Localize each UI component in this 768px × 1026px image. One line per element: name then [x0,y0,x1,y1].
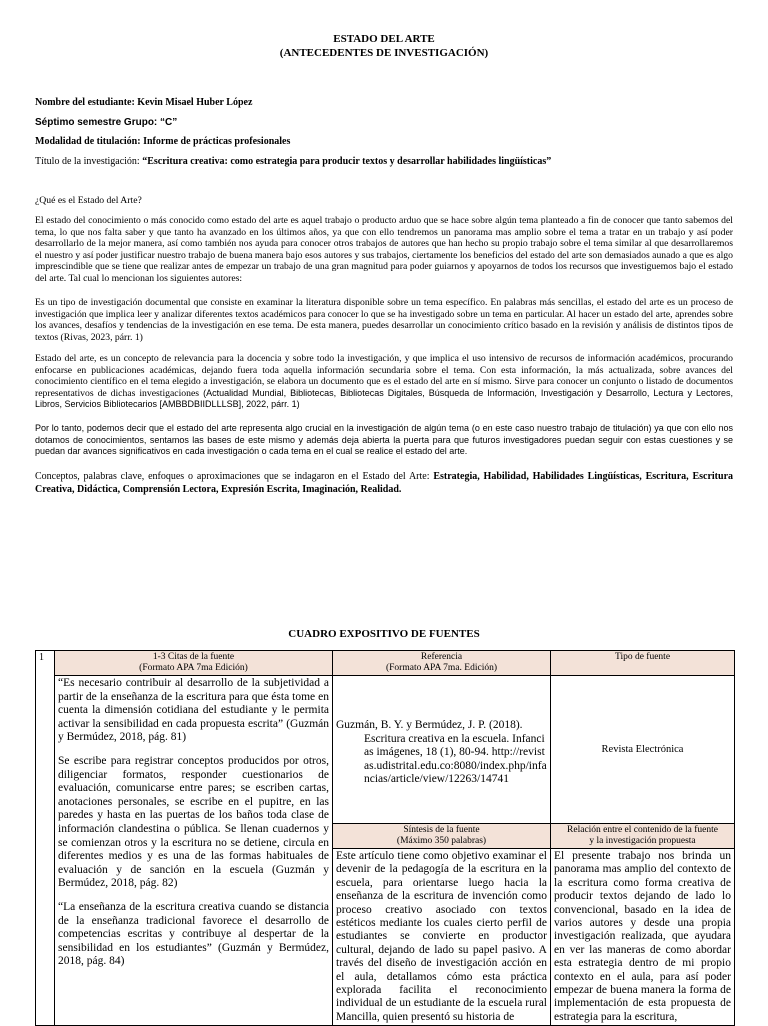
header-tipo: Tipo de fuente [551,651,735,676]
header-referencia-format: (Formato APA 7ma. Edición) [385,663,497,673]
header-citas-format: (Formato APA 7ma Edición) [139,663,248,673]
cuadro-title: CUADRO EXPOSITIVO DE FUENTES [288,628,480,640]
header-relacion-subtitle: y la investigación propuesta [589,836,696,846]
concepts-paragraph [35,470,733,496]
paragraph-rivas-quote: Es un tipo de investigación documental que consiste en examinar la literatura disponible sobre un tema específico. En palabras más sencillas, el estado del arte es un proceso de investigación que implica leer y analizar diferentes textos académicos para conocer lo que se ha investigado sobre un tema en particular. Al hacer un estado del arte, aprendes sobre los avances, desafíos y tendencias de la investigación en ese tema. De esta manera, puedes desarrollar un conocimiento crítico basado en la revisión y análisis de distintos tipos de textos (Rivas, 2023, párr. 1) [35,297,733,343]
paragraph-conclusion: Por lo tanto, podemos decir que el estado del arte representa algo crucial en la investigación de algún tema (o en este caso nuestro trabajo de titulación) ya que con ello nos dotamos de conocimientos, sentamos las bases de este mismo y además deja abierta la puerta para que futuros investigadores puedan seguir con estas cuestiones y se puedan dar avances significativos en cada investigación o cada tema en el cual se realice el estado del arte. [35,423,733,457]
paragraph-ambbdb-text: Estado del arte, es un concepto de relevancia para la docencia y sobre todo la investigación, y que implica el uso intensivo de recursos de información académicos, procurando enfocarse en publicaciones académicas, dejando fuera toda aquella información secundaria sobre el tema. Con esta información, la más actualizada, sobre avances del conocimiento científico en el tema elegido a investigación, se elabora un documento que es el estado del arte en sí mismo. Sirve para conocer un conjunto o listado de documentos representativos de dichas investigaciones [35,353,733,399]
concepts-value: Estrategia, Habilidad, Habilidades Lingüísticas, Escritura, Escritura Creativa, Didáctica, Comprensión Lectora, Expresión Escrita, Imaginación, Realidad. [35,471,734,495]
header-citas [55,651,333,676]
section-question: ¿Qué es el Estado del Arte? [35,195,142,206]
header-sintesis-title: Síntesis de la fuente [403,825,480,835]
paragraph-ambbdb-citation: (Actualidad Mundial, Bibliotecas, Bibliotecas Digitales, Búsqueda de Información, Investigación y Desarrollo, Lectura y Lectores, Libros, Servicios Bibliotecarios [AMBBDBIIDLLLSB], 2022, párr. 1) [35,387,733,410]
header-citas-title: 1-3 Citas de la fuente [152,652,235,662]
citations-cell [55,676,333,1026]
header-sintesis [333,824,551,849]
reference-authors: Guzmán, B. Y. y Bermúdez, J. P. (2018). [336,719,523,732]
citation-2: Se escribe para registrar conceptos producidos por otros, diligenciar formatos, responder cuestionarios de evaluación, comunicarse entre pares; se escriben cartas, anotaciones personales, se escribe en el pupitre, en las paredes y hasta en las puertas de los baños toda clase de información clandestina o pública. Se llenan cuadernos y se comienzan otros y la escritura no se detiene, circula en diferentes medios y es una de las formas habituales de evaluación y de sanción en la escuela (Guzmán y Bermúdez, 2018, pág. 82) [58,754,329,890]
header-sintesis-limit: (Máximo 350 palabras) [396,836,487,846]
table-header-row [36,651,735,676]
paragraph-ambbdb-quote [35,353,733,411]
research-title-label: Título de la investigación: [35,156,140,167]
header-relacion [551,824,735,849]
semester-text: Séptimo semestre Grupo: “C” [35,117,178,128]
reference-details: Escritura creativa en la escuela. Infancias imágenes, 18 (1), 80-94. http://revistas.udistrital.edu.co:8080/index.php/infancias/article/view/12263/14741 [364,732,547,786]
research-title [35,155,735,168]
document-title: ESTADO DEL ARTE [333,33,435,45]
relation-cell: El presente trabajo nos brinda un panorama mas amplio del contexto de la escritura como forma creativa de producir textos dejando de lado lo convencional, basado en la idea de varios autores y desde una propia investigación realizada, que ayudara en ver las maneras de como abordar esta estrategia dentro de mi propio contexto en el aula, para así poder empezar de buena manera la forma de implementación de esta propuesta de estrategia para la escritura, [551,849,735,1026]
citation-1: “Es necesario contribuir al desarrollo de la subjetividad a partir de la enseñanza de la escritura para que ésta tome en cuenta la dimensión cotidiana del estudiante y le permita activar la sensibilidad en cada propuesta escrita” (Guzmán y Bermúdez, 2018, pág. 81) [58,677,329,744]
source-type-cell: Revista Electrónica [551,676,735,824]
synthesis-cell: Este artículo tiene como objetivo examinar el devenir de la pedagogía de la escritura en la escuela, para orientarse luego hacia la enseñanza de la escritura de invención como proceso creativo asociado con textos estéticos mediante los cuales cierto perfil de estudiantes se convierte en productor cultural, dejando de lado su papel pasivo. A través del diseño de investigación acción en el aula, detallamos cómo esta práctica explorada facilita el reconocimiento individual de un estudiante de la escuela rural Mancilla, quien presentó su historia de [333,849,551,1026]
titulation-modality: Modalidad de titulación: Informe de prácticas profesionales [35,136,291,147]
citation-3: “La enseñanza de la escritura creativa cuando se distancia de la enseñanza tradicional favorece el desarrollo de competencias escritas y contribuye al despertar de la sensibilidad en los estudiantes” (Guzmán y Bermúdez, 2018, pág. 84) [58,900,329,968]
header-referencia-title: Referencia [420,652,463,662]
sources-table [35,650,735,1026]
reference-cell [333,676,551,824]
row-number: 1 [36,651,55,1026]
research-title-value: “Escritura creativa: como estrategia para producir textos y desarrollar habilidades lingüísticas” [142,156,552,167]
semester-group [35,116,177,129]
concepts-label: Conceptos, palabras clave, enfoques o aproximaciones que se indagaron en el Estado del Arte: [35,471,430,482]
paragraph-definition: El estado del conocimiento o más conocido como estado del arte es aquel trabajo o producto arduo que se hace sobre algún tema planteado a fin de conocer que tanto sabemos del tema, lo que nos falta saber y que tanto ha avanzado en los últimos años, ya que con ello tendremos un panorama mas amplio sobre el tema a tratar en un trabajo y así poder desarrollarlo de la mejor manera, así como también nos ayuda para conocer otros trabajos de autores que han hecho su propio trabajo sobre el tema similar al que desarrollaremos el nuestro y así poder justificar nuestro trabajo de buena manera bajo esos autores y sus trabajos, ciertamente los beneficios del estado del arte son demasiados aunado a que es algo imprescindible que se tiene que realizar antes de empezar un trabajo de una gran magnitud para poder guiarnos y apoyarnos de todos los recursos que investiguemos bajo el estado del arte. Tal cual lo mencionan los siguientes autores: [35,215,733,284]
student-name: Nombre del estudiante: Kevin Misael Huber López [35,97,253,108]
document-subtitle: (ANTECEDENTES DE INVESTIGACIÓN) [279,47,489,59]
header-relacion-title: Relación entre el contenido de la fuente [567,825,718,835]
table-row [36,676,735,824]
header-referencia [333,651,551,676]
